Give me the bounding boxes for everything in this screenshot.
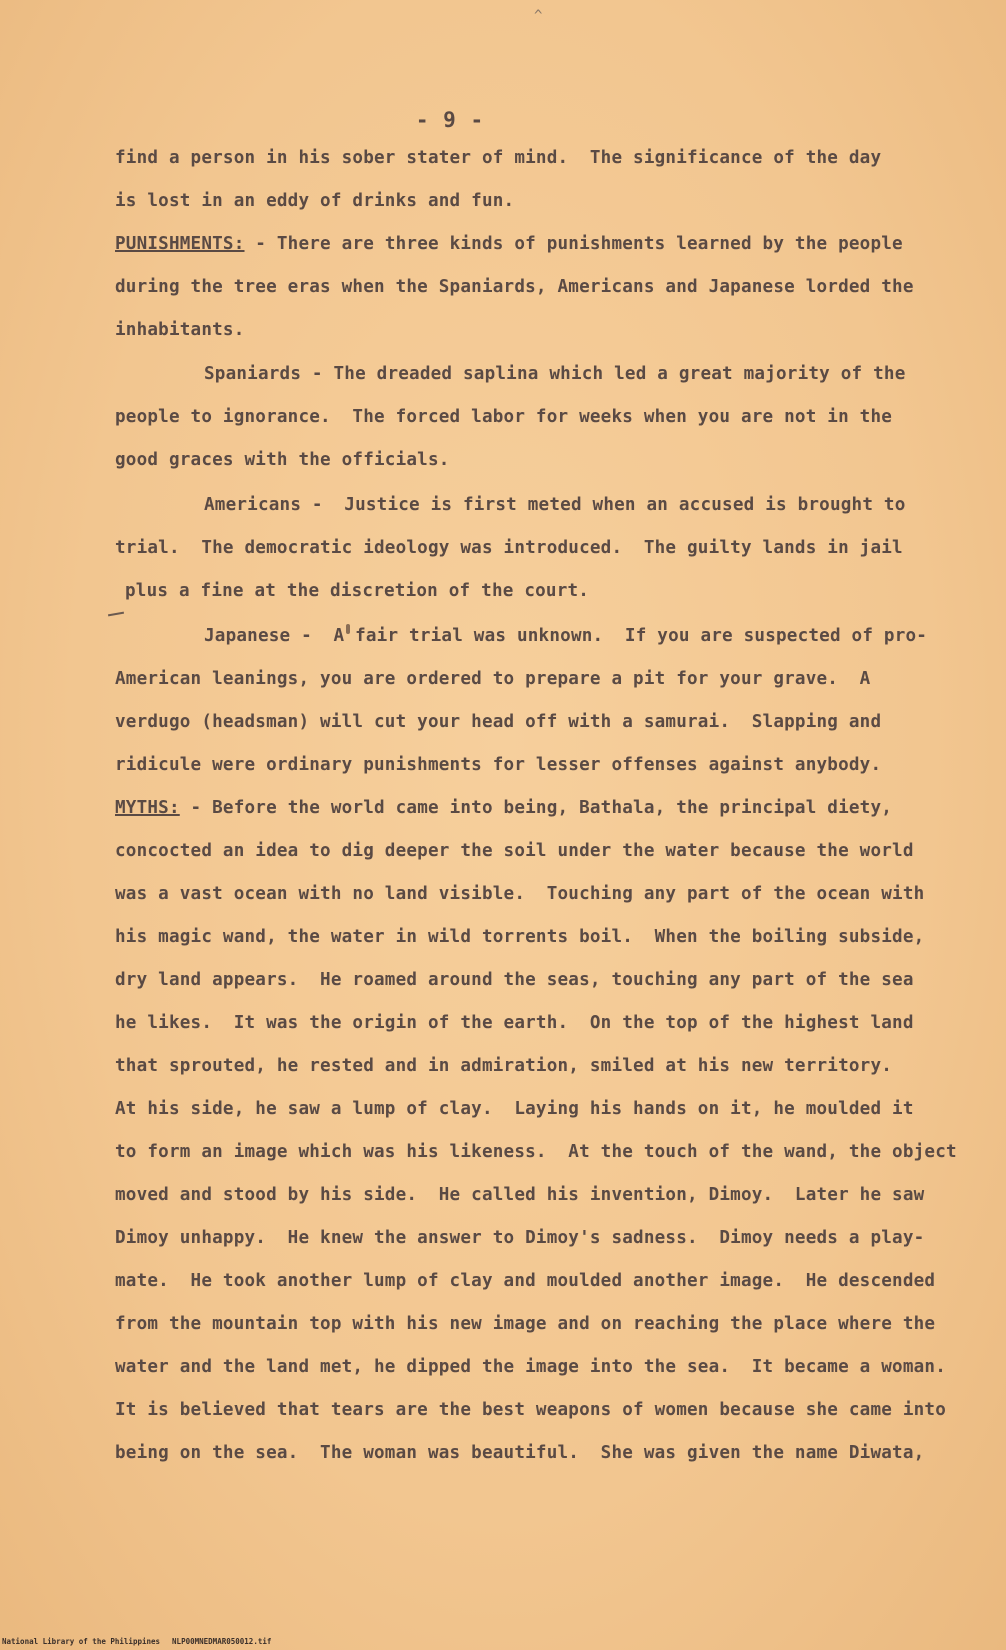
text-line-1: find a person in his sober stater of mind. The significance of the day: [115, 148, 882, 168]
text-line-22: that sprouted, he rested and in admiration, smiled at his new territory.: [115, 1056, 893, 1076]
text-line-18: was a vast ocean with no land visible. Touching any part of the ocean with: [115, 884, 925, 904]
text-line-17: concocted an idea to dig deeper the soil under the water because the world: [115, 841, 914, 861]
text-line-24: to form an image which was his likeness. At the touch of the wand, the object: [115, 1142, 957, 1162]
text-line-3: [115, 232, 903, 256]
text-line-20: dry land appears. He roamed around the seas, touching any part of the sea: [115, 970, 914, 990]
text-line-14: verdugo (headsman) will cut your head off with a samurai. Slapping and: [115, 712, 882, 732]
scan-footer: [2, 1637, 283, 1646]
myths-intro: - Before the world came into being, Bathala, the principal diety,: [179, 798, 893, 818]
text-line-7: people to ignorance. The forced labor for weeks when you are not in the: [115, 407, 893, 427]
text-line-23: At his side, he saw a lump of clay. Laying his hands on it, he moulded it: [115, 1099, 914, 1119]
text-line-21: he likes. It was the origin of the earth. On the top of the highest land: [115, 1013, 914, 1033]
footer-library: National Library of the Philippines: [2, 1637, 161, 1646]
text-line-27: mate. He took another lump of clay and moulded another image. He descended: [115, 1271, 936, 1291]
text-line-2: is lost in an eddy of drinks and fun.: [115, 191, 515, 211]
text-line-25: moved and stood by his side. He called his invention, Dimoy. Later he saw: [115, 1185, 925, 1205]
myths-heading: MYTHS:: [115, 798, 180, 818]
page-number: - 9 -: [415, 108, 485, 132]
text-line-16: [115, 796, 892, 820]
punishments-heading: PUNISHMENTS:: [115, 234, 245, 254]
text-line-9: Americans - Justice is first meted when an accused is brought to: [204, 495, 906, 515]
text-line-26: Dimoy unhappy. He knew the answer to Dimoy's sadness. Dimoy needs a play-: [115, 1228, 925, 1248]
pencil-mark: ^: [534, 8, 543, 24]
text-line-30: It is believed that tears are the best weapons of women because she came into: [115, 1400, 947, 1420]
text-line-15: ridicule were ordinary punishments for lesser offenses against anybody.: [115, 755, 882, 775]
text-line-5: inhabitants.: [115, 320, 245, 340]
text-line-8: good graces with the officials.: [115, 450, 450, 470]
text-line-28: from the mountain top with his new image and on reaching the place where the: [115, 1314, 936, 1334]
margin-tick-mark: [108, 612, 124, 617]
text-line-6: Spaniards - The dreaded saplina which led a great majority of the: [204, 364, 906, 384]
text-line-12: Japanese - A fair trial was unknown. If you are suspected of pro-: [204, 626, 928, 646]
text-line-13: American leanings, you are ordered to prepare a pit for your grave. A: [115, 669, 871, 689]
text-line-4: during the tree eras when the Spaniards, Americans and Japanese lorded the: [115, 277, 914, 297]
text-line-10: trial. The democratic ideology was introduced. The guilty lands in jail: [115, 538, 903, 558]
footer-filename: NLP00MNEDMAR050012.tif: [172, 1637, 272, 1646]
text-line-19: his magic wand, the water in wild torrents boil. When the boiling subside,: [115, 927, 925, 947]
text-line-11: plus a fine at the discretion of the court.: [125, 581, 590, 601]
text-line-31: being on the sea. The woman was beautiful. She was given the name Diwata,: [115, 1443, 925, 1463]
text-line-29: water and the land met, he dipped the image into the sea. It became a woman.: [115, 1357, 947, 1377]
punishments-intro: - There are three kinds of punishments learned by the people: [244, 234, 903, 254]
